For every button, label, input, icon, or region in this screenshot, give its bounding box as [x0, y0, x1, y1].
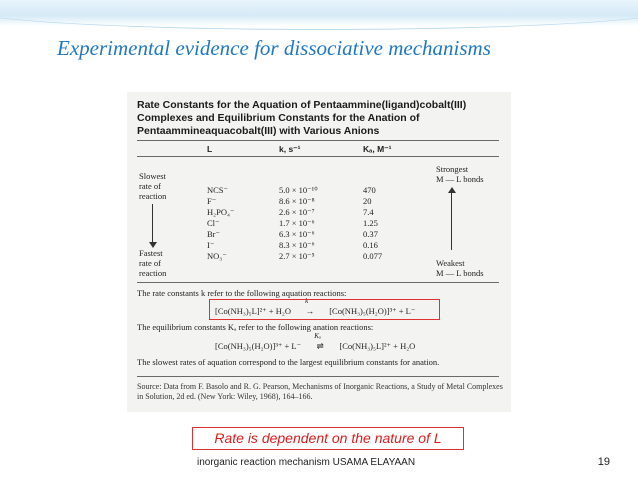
table-heading-line: Complexes and Equilibrium Constants for the Anation of — [137, 112, 420, 124]
ka-cell: 7.4 — [363, 207, 374, 217]
rate-dependence-callout: Rate is dependent on the nature of L — [192, 427, 464, 450]
right-label-weakest: Weakest — [436, 258, 465, 268]
left-label-fastest: rate of — [139, 258, 161, 268]
table-heading-line: Rate Constants for the Aquation of Pentaammine(ligand)cobalt(III) — [137, 99, 467, 111]
k-cell: 8.6 × 10⁻⁸ — [279, 196, 315, 206]
k-cell: 8.3 × 10⁻⁶ — [279, 240, 315, 250]
rate-constant-label: k — [305, 297, 309, 305]
left-label-fastest: Fastest — [139, 248, 163, 258]
ligand-cell: F⁻ — [207, 196, 217, 206]
note-equilibrium-constants: The equilibrium constants Kₐ refer to the following anation reactions: — [137, 322, 374, 332]
up-arrow-shaft — [451, 192, 452, 250]
ligand-cell: NO₃⁻ — [207, 251, 227, 261]
up-arrow-icon — [448, 187, 456, 193]
table-heading — [137, 99, 509, 138]
right-label-strongest: M — L bonds — [436, 174, 484, 184]
table-rule-top — [137, 140, 499, 141]
aquation-reactants: [Co(NH₃)₅L]²⁺ + H₂O — [215, 306, 291, 316]
ligand-cell: Cl⁻ — [207, 218, 220, 228]
left-label-slowest: reaction — [139, 191, 167, 201]
column-header-ligand: L — [207, 144, 213, 154]
ka-cell: 470 — [363, 185, 376, 195]
k-cell: 1.7 × 10⁻⁶ — [279, 218, 315, 228]
aquation-products: [Co(NH₃)₅(H₂O)]³⁺ + L⁻ — [329, 306, 416, 316]
ka-cell: 0.37 — [363, 229, 378, 239]
left-label-fastest: reaction — [139, 268, 167, 278]
left-label-slowest: Slowest — [139, 171, 166, 181]
right-label-strongest: Strongest — [436, 164, 469, 174]
equilibrium-constant-label: Kₐ — [314, 332, 321, 340]
equilibrium-arrow: Kₐ ⇌ — [314, 332, 324, 351]
k-cell: 2.7 × 10⁻⁵ — [279, 251, 315, 261]
down-arrow-shaft — [152, 204, 153, 244]
note-rate-constants: The rate constants k refer to the following aquation reactions: — [137, 288, 347, 298]
ka-cell: 1.25 — [363, 218, 378, 228]
left-label-slowest: rate of — [139, 181, 161, 191]
page-number: 19 — [597, 456, 610, 468]
reaction-arrow: k → — [305, 297, 315, 316]
ligand-cell: I⁻ — [207, 240, 215, 250]
k-cell: 2.6 × 10⁻⁷ — [279, 207, 315, 217]
k-cell: 5.0 × 10⁻¹⁰ — [279, 185, 318, 195]
column-header-ka: Kₐ, M⁻¹ — [363, 144, 392, 154]
scanned-table-image — [127, 92, 511, 412]
ligand-cell: H₂PO₄⁻ — [207, 207, 235, 217]
source-rule — [137, 376, 499, 377]
slide-title: Experimental evidence for dissociative mechanisms — [57, 36, 491, 60]
ka-cell: 20 — [363, 196, 372, 206]
k-cell: 6.3 × 10⁻⁶ — [279, 229, 315, 239]
column-header-k: k, s⁻¹ — [279, 144, 301, 154]
note-slowest-rates: The slowest rates of aquation correspond to the largest equilibrium constants for anation. — [137, 357, 440, 367]
slide-footer: inorganic reaction mechanism USAMA ELAYAAN — [197, 457, 416, 468]
anation-reactants: [Co(NH₃)₅(H₂O)]³⁺ + L⁻ — [215, 341, 302, 351]
ligand-cell: Br⁻ — [207, 229, 220, 239]
right-label-weakest: M — L bonds — [436, 268, 484, 278]
source-citation: Source: Data from F. Basolo and R. G. Pearson, Mechanisms of Inorganic Reactions, a Study of Metal Complexes in Solution, 2d ed. (New York: Wiley, 1968), 164–166. — [137, 382, 503, 401]
ligand-cell: NCS⁻ — [207, 185, 229, 195]
ka-cell: 0.077 — [363, 251, 383, 261]
ka-cell: 0.16 — [363, 240, 378, 250]
table-rule-header — [137, 156, 499, 157]
table-heading-line: Pentaammineaquacobalt(III) with Various Anions — [137, 125, 380, 137]
aquation-equation-highlight — [209, 299, 440, 320]
anation-products: [Co(NH₃)₅L]²⁺ + H₂O — [339, 341, 416, 351]
anation-equation — [215, 332, 416, 352]
table-rule-bottom — [137, 282, 499, 283]
